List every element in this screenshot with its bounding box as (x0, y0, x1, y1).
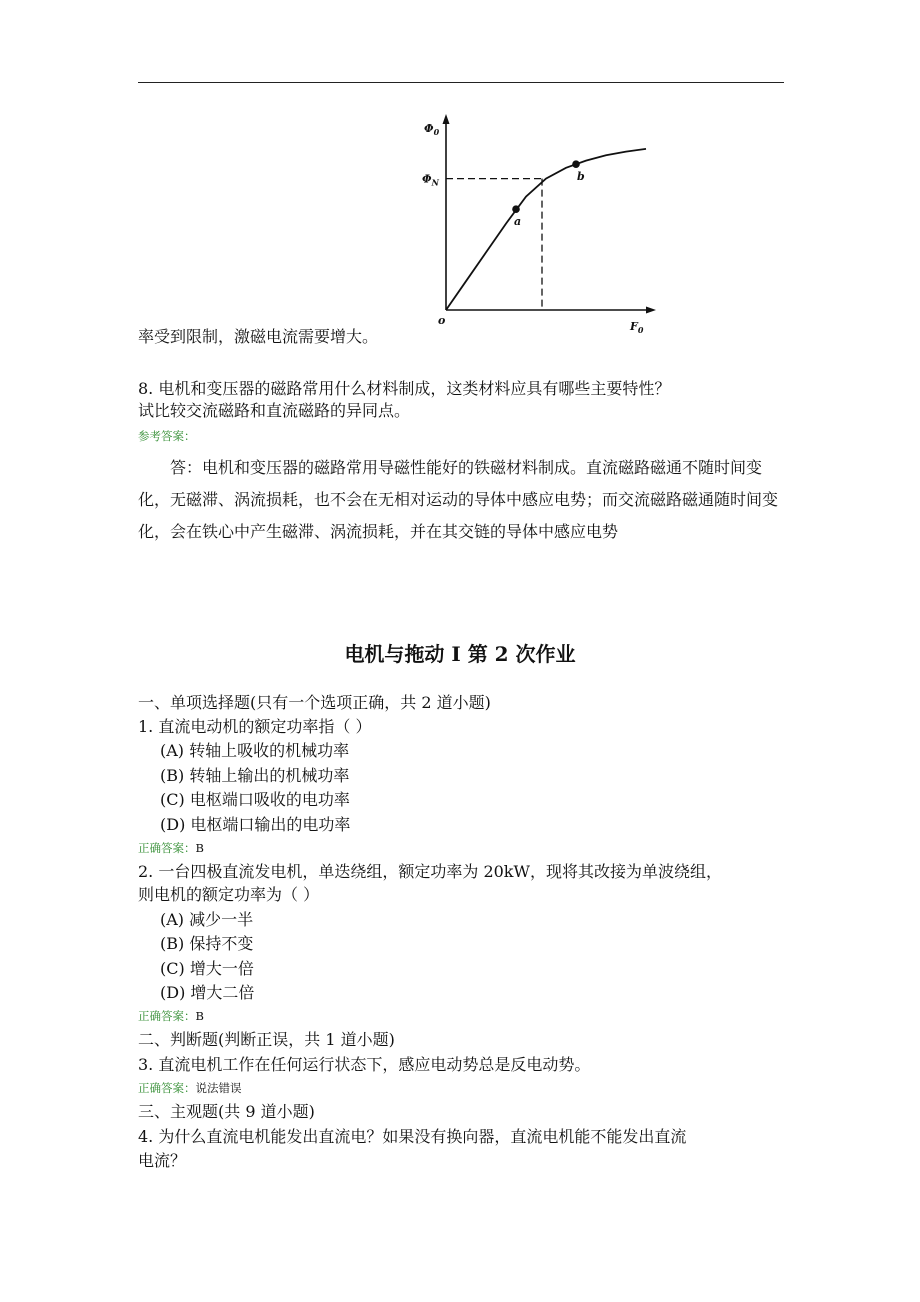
q2-option-d: (D) 增大二倍 (160, 983, 255, 1002)
q8-ref-label: 参考答案： (138, 429, 196, 443)
q4-stem-line1: 4. 为什么直流电机能发出直流电？如果没有换向器，直流电机能不能发出直流 (138, 1127, 687, 1146)
y-axis-arrow (443, 114, 450, 124)
q8-answer-paragraph: 答：电机和变压器的磁路常用导磁性能好的铁磁材料制成。直流磁路磁通不随时间变化，无磁滞、涡流损耗，也不会在无相对运动的导体中感应电势；而交流磁路磁通随时间变化，会在铁心中产生磁滞、涡流损耗，并在其交链的导体中感应电势 (138, 458, 779, 541)
q1-answer (138, 840, 204, 856)
x-axis-arrow (646, 307, 656, 314)
q4-stem-line2: 电流？ (138, 1151, 187, 1170)
q1-answer-label: 正确答案： (138, 841, 196, 855)
origin-label: o (438, 314, 446, 327)
header-rule (138, 82, 784, 83)
q2-stem-line1: 2. 一台四极直流发电机，单迭绕组，额定功率为 20kW，现将其改接为单波绕组， (138, 862, 722, 881)
magnetization-curve-chart (410, 110, 660, 342)
point-label-a: a (514, 215, 522, 229)
q2-option-a: (A) 减少一半 (160, 910, 254, 929)
q2-option-c: (C) 增大一倍 (160, 959, 254, 978)
section-2-heading: 二、判断题(判断正误，共 1 道小题) (138, 1030, 395, 1049)
q1-option-b: (B) 转轴上输出的机械功率 (160, 766, 350, 785)
q1-stem: 1. 直流电动机的额定功率指（ ） (138, 717, 372, 736)
y-axis-label: $\Phi_0$ (424, 122, 440, 137)
q7-tail-text: 率受到限制，激磁电流需要增大。 (138, 327, 379, 346)
phi-n-label: $\Phi_N$ (422, 172, 439, 188)
point-label-b: b (577, 170, 585, 184)
q2-answer-value: B (195, 1009, 204, 1023)
q1-option-d: (D) 电枢端口输出的电功率 (160, 815, 351, 834)
q3-answer-value: 说法错误 (195, 1081, 242, 1095)
q1-answer-value: B (195, 841, 204, 855)
q1-option-c: (C) 电枢端口吸收的电功率 (160, 790, 350, 809)
point-a (512, 205, 520, 213)
q2-answer (138, 1008, 204, 1024)
q2-answer-label: 正确答案： (138, 1009, 196, 1023)
q3-answer-label: 正确答案： (138, 1081, 196, 1095)
q8-stem-line2: 试比较交流磁路和直流磁路的异同点。 (138, 401, 411, 420)
q3-answer (138, 1080, 242, 1096)
section-1-heading: 一、单项选择题(只有一个选项正确，共 2 道小题) (138, 693, 491, 712)
q1-option-a: (A) 转轴上吸收的机械功率 (160, 741, 350, 760)
section-3-heading: 三、主观题(共 9 道小题) (138, 1102, 315, 1121)
point-b (572, 160, 580, 168)
magnetization-curve-line (446, 149, 646, 310)
q8-stem-line1: 8. 电机和变压器的磁路常用什么材料制成，这类材料应具有哪些主要特性？ (138, 379, 671, 398)
q2-stem-line2: 则电机的额定功率为（ ） (138, 885, 320, 904)
q3-stem: 3. 直流电机工作在任何运行状态下，感应电动势总是反电动势。 (138, 1055, 591, 1074)
hw2-title: 电机与拖动 I 第 2 次作业 (344, 642, 576, 666)
x-axis-label: $F_0$ (630, 320, 644, 335)
magnetization-curve-figure (410, 110, 660, 342)
q2-option-b: (B) 保持不变 (160, 934, 254, 953)
